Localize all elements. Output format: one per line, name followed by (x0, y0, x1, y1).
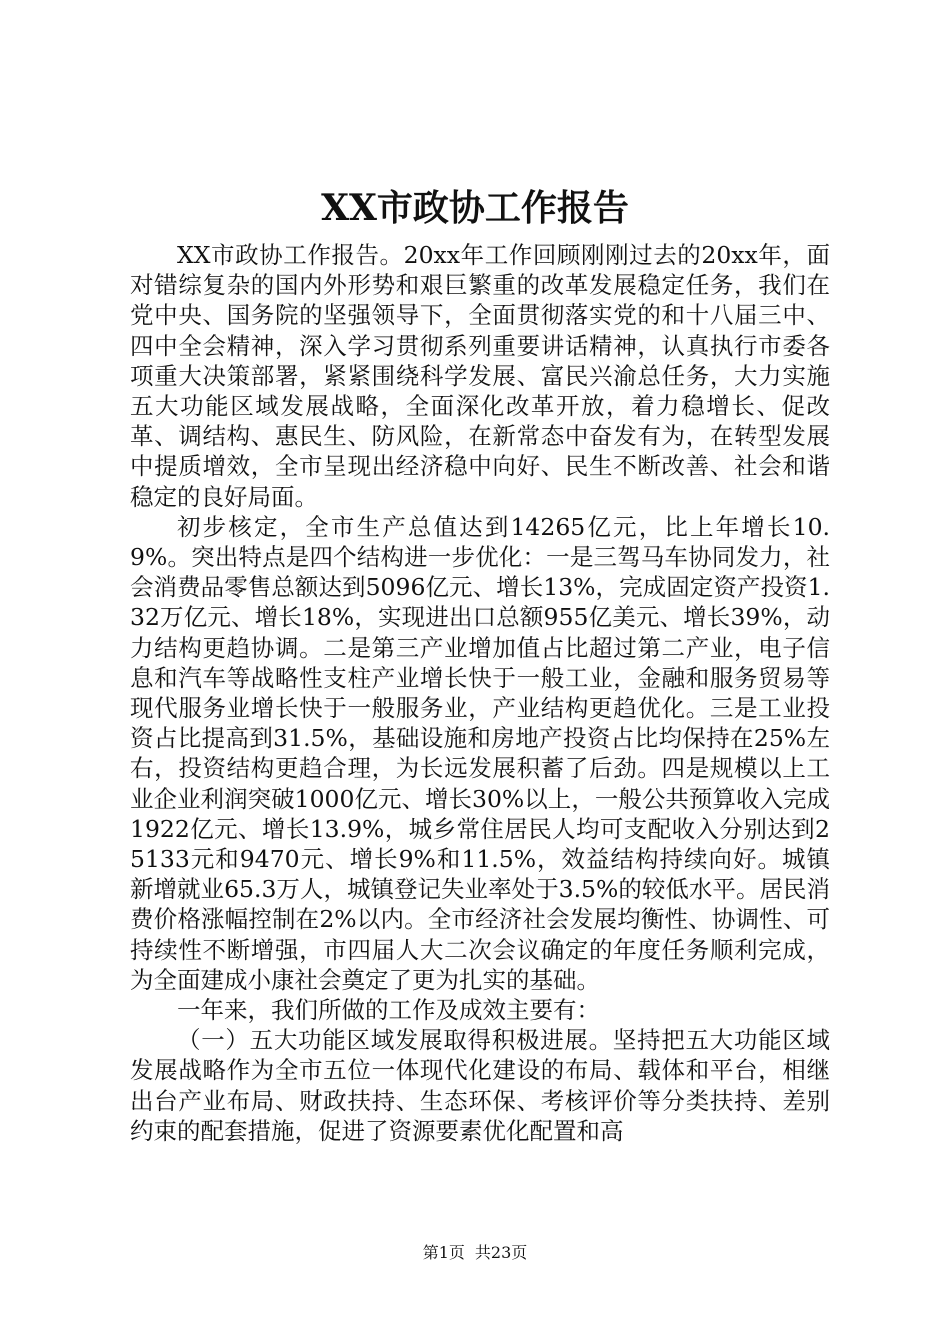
paragraph-section-one: （一）五大功能区域发展取得积极进展。坚持把五大功能区域发展战略作为全市五位一体现代化建设的布局、载体和平台，相继出台产业布局、财政扶持、生态环保、考核评价等分类扶持、差别约束的配套措施，促进了资源要素优化配置和高 (130, 1026, 830, 1145)
page-total: 共23页 (474, 1243, 528, 1262)
paragraph-intro: XX市政协工作报告。20xx年工作回顾刚刚过去的20xx年，面对错综复杂的国内外形势和艰巨繁重的改革发展稳定任务，我们在党中央、国务院的坚强领导下，全面贯彻落实党的和十八届三中、四中全会精神，深入学习贯彻系列重要讲话精神，认真执行市委各项重大决策部署，紧紧围绕科学发展、富民兴渝总任务，大力实施五大功能区域发展战略，全面深化改革开放，着力稳增长、促改革、调结构、惠民生、防风险，在新常态中奋发有为，在转型发展中提质增效，全市呈现出经济稳中向好、民生不断改善、社会和谐稳定的良好局面。 (130, 241, 830, 511)
page-number: 第1页 (422, 1243, 465, 1262)
paragraph-summary-lead: 一年来，我们所做的工作及成效主要有： (177, 996, 600, 1025)
page-footer (0, 1242, 950, 1264)
paragraph-economy: 初步核定，全市生产总值达到14265亿元，比上年增长10.9%。突出特点是四个结构进一步优化：一是三驾马车协同发力，社会消费品零售总额达到5096亿元、增长13%，完成固定资产投资1.32万亿元、增长18%，实现进出口总额955亿美元、增长39%，动力结构更趋协调。二是第三产业增加值占比超过第二产业，电子信息和汽车等战略性支柱产业增长快于一般工业，金融和服务贸易等现代服务业增长快于一般服务业，产业结构更趋优化。三是工业投资占比提高到31.5%，基础设施和房地产投资占比均保持在25%左右，投资结构更趋合理，为长远发展积蓄了后劲。四是规模以上工业企业利润突破1000亿元、增长30%以上，一般公共预算收入完成1922亿元、增长13.9%，城乡常住居民人均可支配收入分别达到25133元和9470元、增长9%和11.5%，效益结构持续向好。城镇新增就业65.3万人，城镇登记失业率处于3.5%的较低水平。居民消费价格涨幅控制在2%以内。全市经济社会发展均衡性、协调性、可持续性不断增强，市四届人大二次会议确定的年度任务顺利完成，为全面建成小康社会奠定了更为扎实的基础。 (130, 512, 830, 994)
document-title: XX市政协工作报告 (321, 187, 629, 229)
document-body (130, 240, 830, 1146)
